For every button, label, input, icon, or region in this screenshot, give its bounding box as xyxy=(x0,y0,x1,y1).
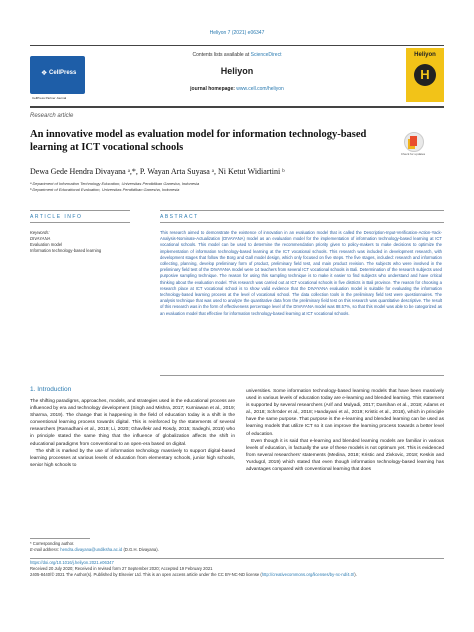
abstract-end-rule xyxy=(160,375,444,376)
corresponding-label: * Corresponding author. xyxy=(30,541,75,546)
bookmark-icon-red xyxy=(410,136,417,146)
section-heading-introduction: 1. Introduction xyxy=(30,386,72,393)
body-column-left: The shifting paradigms, approaches, models, and strategies used in the educational process are influenced by era and technology development (Singh and Mishra, 2017; Kurniawan et al., 2019; Sharma, 2019). The change that is happening in the field of education today is a shift in the conventional learning process towards digital. This is reinforced by the statements of several researchers (Ramadhani et al., 2019; Li, 2020; Ghavifekr and Rosdy, 2015; Sadeghi, 2019) who in principle stated the same thing that the influence of globalization affects the shift in educational paradigms from conventional to an open-era based on digital. The shift is marked by the use of information technology massively to support digital-based learning processes at various levels of education from elementary schools, junior high schools, senior high schools to xyxy=(30,399,235,468)
footnote-corresponding xyxy=(30,541,230,553)
check-updates-label: Check for updates xyxy=(400,152,426,156)
sciencedirect-link[interactable]: ScienceDirect xyxy=(250,52,282,58)
license-link[interactable]: http://creativecommons.org/licenses/by-nc-nd/4.0/ xyxy=(261,572,355,577)
keywords-block xyxy=(30,230,130,254)
cellpress-label: CellPress xyxy=(49,70,77,76)
abstract-rule xyxy=(160,210,444,211)
check-for-updates-button[interactable] xyxy=(402,132,424,158)
contents-line xyxy=(30,52,444,58)
email-suffix: (D.G.H. Divayana). xyxy=(123,547,159,552)
keyword-item: Evaluation model xyxy=(30,242,63,247)
footnote-rule xyxy=(30,538,90,539)
license-line xyxy=(30,572,444,578)
cellpress-tagline: CellPress Partner Journal xyxy=(32,96,67,100)
journal-citation-line[interactable]: Heliyon 7 (2021) e06347 xyxy=(209,30,265,36)
heliyon-h-icon: H xyxy=(414,64,436,86)
heliyon-logo[interactable] xyxy=(406,48,444,102)
keyword-item: Information technology-based learning xyxy=(30,248,102,253)
abstract-heading: ABSTRACT xyxy=(160,214,199,220)
doi-link[interactable]: https://doi.org/10.1016/j.heliyon.2021.e06347 xyxy=(30,560,114,565)
footnote-block xyxy=(30,560,444,578)
journal-header xyxy=(30,45,444,108)
journal-name: Heliyon xyxy=(220,66,254,76)
email-link[interactable]: hendra.divayana@undiksha.ac.id xyxy=(60,547,123,552)
heliyon-logo-text: Heliyon xyxy=(414,52,436,58)
author-list[interactable]: Dewa Gede Hendra Divayana ᵃ,*, P. Wayan Arta Suyasa ᵃ, Ni Ketut Widiartini ᵇ xyxy=(30,167,285,176)
affiliation-b: ᵇ Department of Educational Evaluation, Universitas Pendidikan Ganesha, Indonesia xyxy=(30,187,180,192)
homepage-link[interactable]: www.cell.com/heliyon xyxy=(236,86,284,92)
contents-prefix: Contents lists available at xyxy=(192,52,250,58)
cellpress-mark-icon: ❖ xyxy=(41,69,48,77)
keyword-item: DIVAYANA xyxy=(30,236,51,241)
article-info-heading: ARTICLE INFO xyxy=(30,214,83,220)
license-prefix: 2405-8440/© 2021 The Author(s). Published by Elsevier Ltd. This is an open access article under the CC BY-NC-ND license ( xyxy=(30,572,262,577)
body-column-right: universities. Some information technology-based learning models that have been massively used in various levels of education today are e-learning and blended learning. This statement is supported by several researchers (Arif and Mulyadi, 2017; Darsihan et al., 2018; Adams et al., 2018; Schröder et al., 2018; Handayani et al., 2019; Kristic et al., 2018), which in principle have the same purpose. That purpose is the e-learning and blended learning can be used as learning models that utilize ICT so it can improve the learning process towards a better level of education. Even though it is said that e-learning and blended learning models are familiar in various levels of education, in factually the use of these models is not optimum yet. This is evidenced from several researchers' statements (Medina, 2018; Kristic and Zivkovic, 2018; Keskin and Yurdugül, 2019) which stated that even though information technology-based learning has advantages compared with conventional learning that does xyxy=(246,389,444,473)
email-label: E-mail address: xyxy=(30,547,60,552)
affiliation-a: ᵃ Department of Information Technology Education, Universitas Pendidikan Ganesha, Indonesia xyxy=(30,181,200,186)
article-title: An innovative model as evaluation model for information technology-based learning at ICT vocational schools xyxy=(30,129,367,153)
journal-homepage xyxy=(30,86,444,92)
abstract-rule-bottom xyxy=(160,222,444,223)
email-line xyxy=(30,547,230,553)
article-type: Research article xyxy=(30,113,74,119)
license-suffix: ). xyxy=(354,572,357,577)
article-info-rule xyxy=(30,210,130,211)
doi-rule xyxy=(30,558,444,559)
received-dates: Received 20 July 2020; Received in revised form 27 September 2020; Accepted 19 February 2021 xyxy=(30,566,213,571)
keywords-label: Keywords: xyxy=(30,230,50,235)
homepage-prefix: journal homepage: xyxy=(190,86,235,92)
abstract-text: This research aimed to demonstrate the existence of innovation in an evaluation model that is called the Description-Input-Verification-Action-Yack-Analysis-Nominate-Actualization (DIVAYANA) model as an evaluation model for the implementation of information technology-based learning at ICT vocational schools. This model can be used to determine the recommendation priority given to policy-makers to make decisions to optimize the implementation of information technology-based learning at the ICT vocational schools. This research was included in development research, with development stages that follow the Borg and Gall model design, which only focused on five steps. The five stages, included: research and information collecting, planning, develop preliminary form of product, preliminary field test, and main product revision. The subjects who were involved in the preliminary field test of the DIVAYANA model were 14 teachers from several ICT vocational schools in Bali. Determination of the research subjects used purposive sampling technique. The reason for using this sampling technique is to make it easier to find subjects who understand and have critical thinking about the evaluation model. This research was carried out at ICT vocational schools in five districts in Bali province. The reason for choosing a research place at ICT vocational school is to show valid evidence that the DIVAYANA evaluation model is suitable for evaluating the information technology-based learning process at the level of vocational school. The data collection tools in the preliminary field test were questionnaires. The analysis technique that was used to analyze the quantitative data from the preliminary field test on this research was quantitative descriptive. The result of this research was in the form of effectiveness percentage level of the DIVAYANA model was 88.57%, so that this model was able to be categorized as an evaluation model that effective for information technology-based learning at ICT vocational schools. xyxy=(160,230,442,316)
article-info-rule-bottom xyxy=(30,222,130,223)
